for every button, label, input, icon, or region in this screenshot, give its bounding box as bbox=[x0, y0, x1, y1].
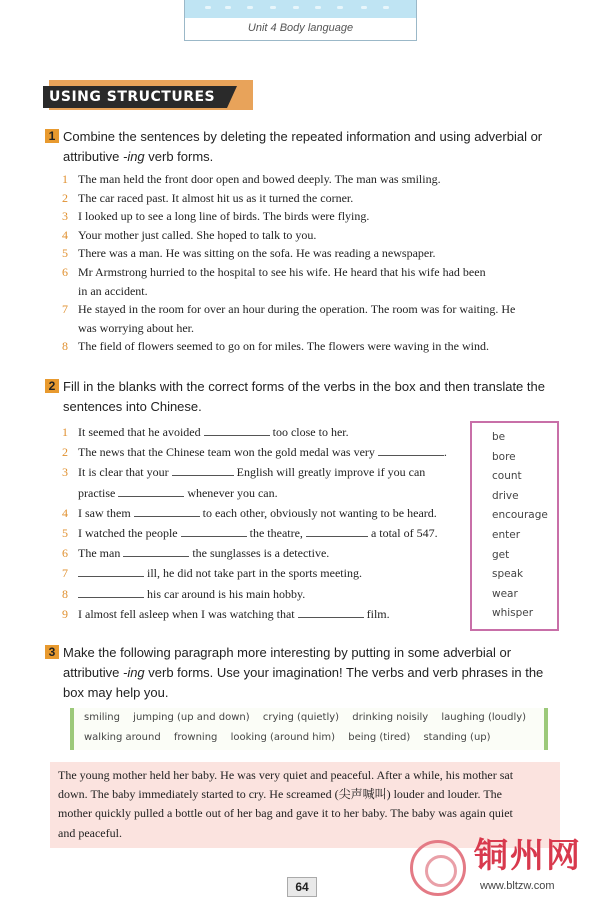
verb-word: bore bbox=[492, 450, 516, 463]
list-item: practise whenever you can. bbox=[78, 485, 278, 500]
page-number: 64 bbox=[287, 877, 317, 897]
instruction-line: sentences into Chinese. bbox=[63, 399, 202, 414]
exercise-number: 1 bbox=[45, 129, 59, 143]
watermark-logo-icon bbox=[410, 840, 466, 896]
phrase: crying (quietly) bbox=[262, 712, 340, 723]
unit-title: Unit 4 Body language bbox=[247, 22, 354, 34]
list-item: 1 It seemed that he avoided too close to her. bbox=[62, 425, 349, 439]
watermark bbox=[408, 836, 608, 900]
verb-word: be bbox=[492, 431, 506, 443]
phrase: jumping (up and down) bbox=[133, 712, 250, 723]
phrase: walking around bbox=[84, 732, 161, 743]
exercise-2-list bbox=[54, 422, 464, 624]
list-item: 6 Mr Armstrong hurried to the hospital to see his wife. He heard that his wife had been in an accident. bbox=[62, 264, 486, 298]
paragraph-line: and peaceful. bbox=[58, 825, 122, 840]
instruction-line: attributive -ing verb forms. bbox=[63, 149, 214, 164]
list-item: 5 I watched the people the theatre, a total of 547. bbox=[62, 526, 438, 541]
list-item: 7 He stayed in the room for over an hour during the operation. The room was for waiting. He was worrying about her. bbox=[62, 302, 516, 335]
instruction-line: Combine the sentences by deleting the repeated information and using adverbial or bbox=[63, 129, 543, 144]
verb-word: encourage bbox=[492, 509, 548, 522]
list-item: 6 The man the sunglasses is a detective. bbox=[62, 546, 330, 561]
paragraph-line: The young mother held her baby. He was very quiet and peaceful. After a while, his mother sat bbox=[58, 768, 514, 782]
paragraph-line: down. The baby immediately started to cry. He screamed (尖声喊叫) louder and louder. The bbox=[58, 787, 502, 802]
verb-word: whisper bbox=[492, 607, 534, 620]
verb-word: wear bbox=[492, 587, 518, 600]
exercise-1-list bbox=[54, 170, 564, 356]
paragraph-line: mother quickly pulled a bottle out of her bag and gave it to her baby. The baby was again quiet bbox=[58, 806, 513, 821]
exercise-2-instruction bbox=[45, 377, 565, 417]
watermark-url: www.bltzw.com bbox=[480, 880, 555, 892]
instruction-line: Fill in the blanks with the correct forms of the verbs in the box and then translate the bbox=[63, 379, 545, 394]
list-item: 2 The news that the Chinese team won the gold medal was very . bbox=[62, 445, 447, 460]
exercise-1-instruction bbox=[45, 127, 565, 167]
watermark-title: 铜州网 bbox=[474, 836, 582, 876]
list-item: 8 his car around is his main hobby. bbox=[62, 586, 306, 601]
instruction-line: attributive -ing verb forms. Use your imagination! The verbs and verb phrases in the bbox=[63, 665, 544, 680]
section-heading bbox=[43, 80, 253, 114]
instruction-line: Make the following paragraph more interesting by putting in some adverbial or bbox=[63, 645, 512, 660]
list-item: 3 I looked up to see a long line of birds. The birds were flying. bbox=[62, 209, 370, 224]
list-item: 8 The field of flowers seemed to go on for miles. The flowers were waving in the wind. bbox=[62, 339, 489, 354]
list-item: 2 The car raced past. It almost hit us as it turned the corner. bbox=[62, 190, 354, 205]
banner-illustration bbox=[185, 0, 416, 18]
phrase: standing (up) bbox=[423, 732, 491, 743]
phrase: looking (around him) bbox=[230, 732, 336, 743]
section-heading-text: USING STRUCTURES bbox=[43, 86, 227, 108]
exercise-number: 3 bbox=[45, 645, 59, 659]
list-item: 3 It is clear that your English will greatly improve if you can bbox=[62, 465, 426, 480]
phrase: drinking noisily bbox=[352, 712, 429, 723]
phrase-row bbox=[74, 728, 544, 748]
exercise-number: 2 bbox=[45, 379, 59, 393]
phrase: smiling bbox=[84, 712, 120, 723]
unit-banner bbox=[184, 0, 417, 41]
list-item: 4 I saw them to each other, obviously not wanting to be heard. bbox=[62, 505, 437, 520]
phrase-box bbox=[70, 708, 548, 750]
list-item: 4 Your mother just called. She hoped to talk to you. bbox=[62, 227, 317, 242]
phrase: laughing (loudly) bbox=[441, 712, 527, 723]
list-item: 5 There was a man. He was sitting on the sofa. He was reading a newspaper. bbox=[62, 246, 436, 261]
verb-box bbox=[470, 421, 559, 631]
verb-word: drive bbox=[492, 489, 519, 502]
list-item: 7 ill, he did not take part in the sports meeting. bbox=[62, 566, 362, 581]
phrase: frowning bbox=[173, 732, 218, 743]
instruction-line: box may help you. bbox=[63, 685, 169, 700]
verb-word: speak bbox=[492, 568, 524, 581]
phrase-row bbox=[74, 708, 544, 728]
list-item: 1 The man held the front door open and bowed deeply. The man was smiling. bbox=[62, 172, 441, 186]
list-item: 9 I almost fell asleep when I was watching that film. bbox=[62, 606, 390, 621]
verb-word: enter bbox=[492, 528, 521, 541]
phrase: being (tired) bbox=[348, 732, 411, 743]
verb-word: get bbox=[492, 548, 510, 561]
exercise-3-instruction bbox=[45, 643, 565, 703]
verb-word: count bbox=[492, 470, 522, 483]
